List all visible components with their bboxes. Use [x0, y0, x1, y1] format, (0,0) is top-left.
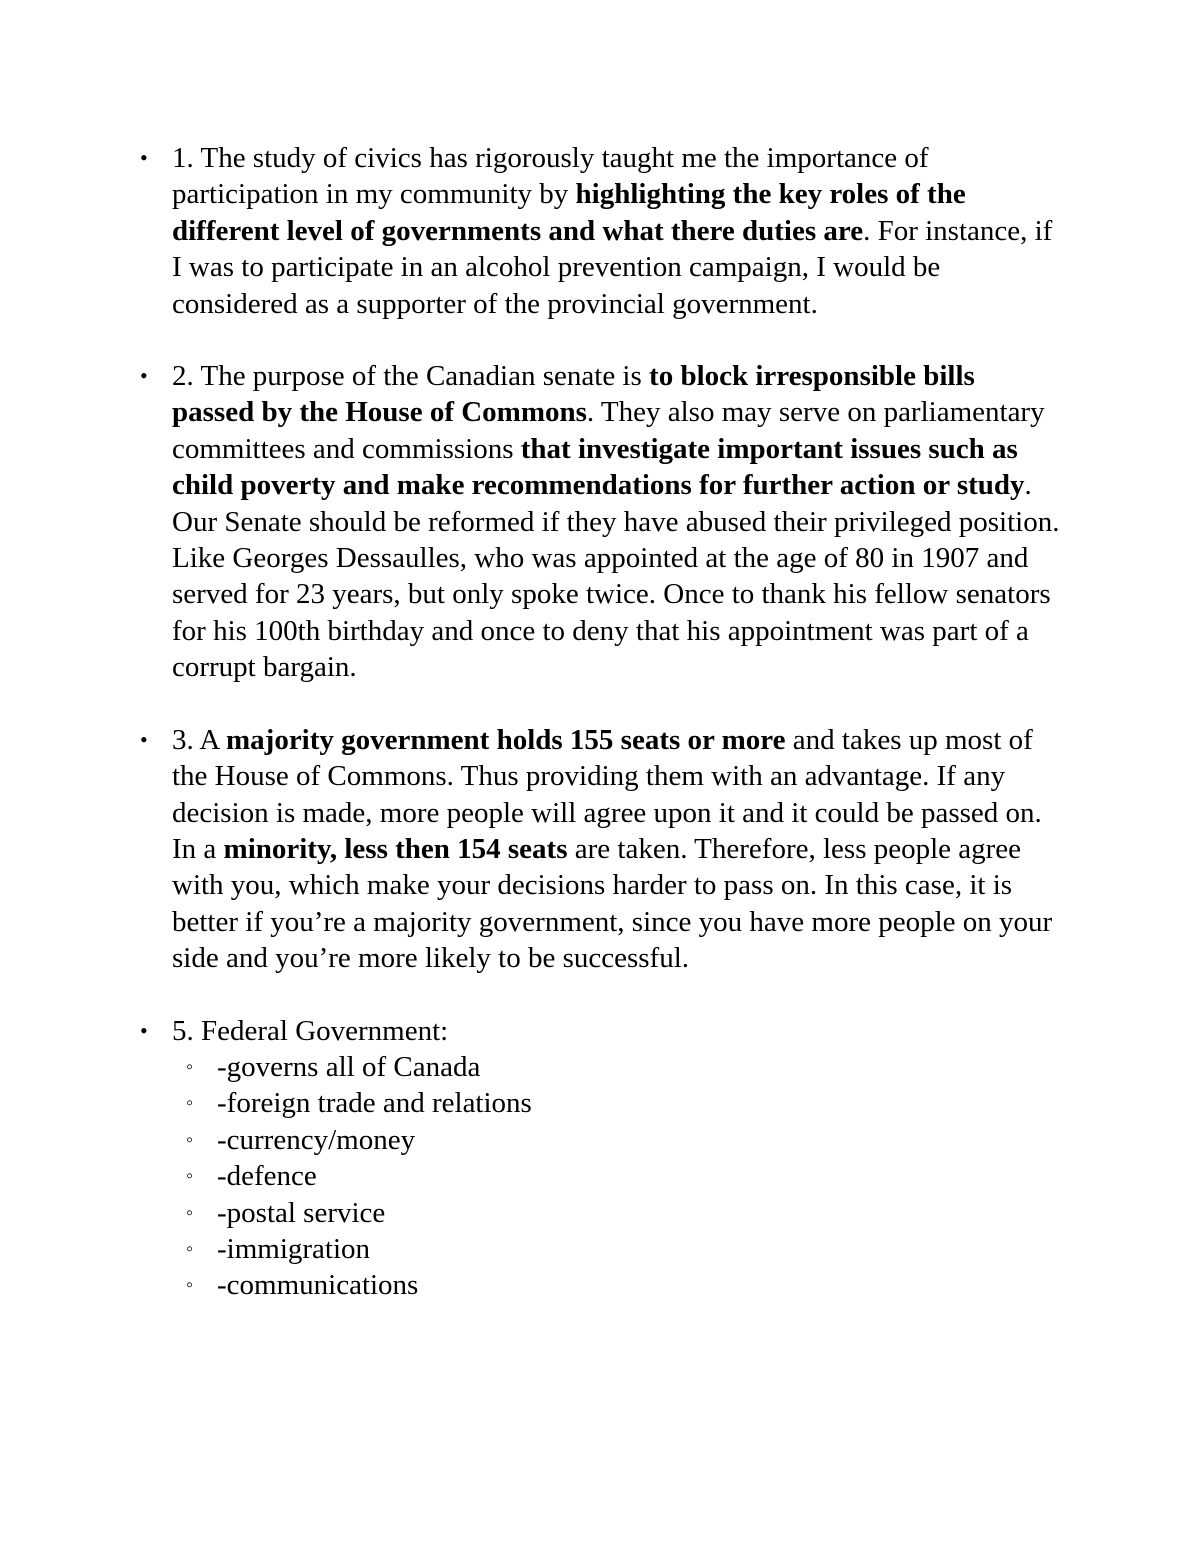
bullet-icon: • [140, 363, 148, 389]
federal-sublist [172, 1049, 1060, 1304]
circle-bullet-icon: ◦ [186, 1201, 194, 1224]
sub-list-item: ◦ -governs all of Canada [172, 1049, 1060, 1085]
sub-list-item: ◦ -defence [172, 1158, 1060, 1194]
circle-bullet-icon: ◦ [186, 1237, 194, 1260]
sub-list-item: ◦ -communications [172, 1267, 1060, 1303]
bullet-icon: • [140, 726, 148, 752]
bullet-icon: • [140, 1017, 148, 1043]
sub-list-item: ◦ -postal service [172, 1195, 1060, 1231]
sub-list-item: ◦ -currency/money [172, 1122, 1060, 1158]
bullet-list [140, 140, 1060, 1340]
list-item-3 [140, 722, 1060, 977]
list-item-1 [140, 140, 1060, 322]
circle-bullet-icon: ◦ [186, 1055, 194, 1078]
item-1-text: 1. The study of civics has rigorously taught me the importance of participation in my community by highlighting the key roles of the different level of governments and what there duties are. For instance, if I was to participate in an alcohol prevention campaign, I would be considered as a supporter of the provincial government. [172, 142, 1053, 320]
federal-heading: 5. Federal Government: [172, 1014, 449, 1047]
circle-bullet-icon: ◦ [186, 1092, 194, 1115]
sub-list-item: ◦ -foreign trade and relations [172, 1085, 1060, 1121]
list-item-2 [140, 358, 1060, 686]
item-3-text: 3. A majority government holds 155 seats or more and takes up most of the House of Commons. Thus providing them with an advantage. If any decision is made, more people will agree upon it and it could be passed on. In a minority, less then 154 seats are taken. Therefore, less people agree with you, which make your decisions harder to pass on. In this case, it is better if you’re a majority government, since you have more people on your side and you’re more likely to be successful. [172, 723, 1053, 975]
item-2-text: 2. The purpose of the Canadian senate is to block irresponsible bills passed by the House of Commons. They also may serve on parliamentary committees and commissions that investigate important issues such as child poverty and make recommendations for further action or study. Our Senate should be reformed if they have abused their privileged position. Like Georges Dessaulles, who was appointed at the age of 80 in 1907 and served for 23 years, but only spoke twice. Once to thank his fellow senators for his 100th birthday and once to deny that his appointment was part of a corrupt bargain. [172, 360, 1060, 684]
circle-bullet-icon: ◦ [186, 1165, 194, 1188]
circle-bullet-icon: ◦ [186, 1128, 194, 1151]
list-item-5 [140, 1013, 1060, 1304]
sub-list-item: ◦ -immigration [172, 1231, 1060, 1267]
circle-bullet-icon: ◦ [186, 1274, 194, 1297]
bullet-icon: • [140, 145, 148, 170]
